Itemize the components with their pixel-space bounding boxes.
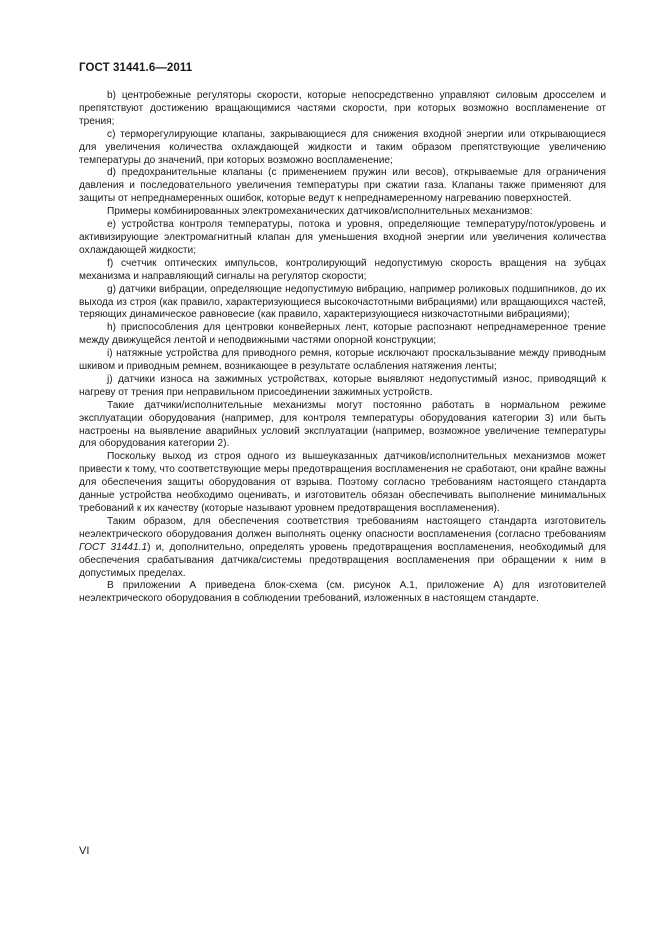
body-text [79,90,606,606]
page-number: VI [79,845,90,857]
paragraph-b: b) центробежные регуляторы скорости, которые непосредственно управляют силовым дросселем и препятствуют достижению вращающимися частями скорости, при которых возможно воспламенение от трения; [79,90,606,127]
paragraph-j: j) датчики износа на зажимных устройствах, которые выявляют недопустимый износ, приводящий к нагреву от трения при неправильном присоединении зажимных устройств. [79,373,606,398]
paragraph-c: c) терморегулирующие клапаны, закрывающиеся для снижения входной энергии или открывающиеся для увеличения количества охлаждающей жидкости и таким образом препятствующие увеличению температуры до значений, при которых возможно воспламенение; [79,128,606,166]
paragraph-assessment-text-before: Таким образом, для обеспечения соответствия требованиям настоящего стандарта изготовитель неэлектрического оборудования должен выполнять оценку опасности воспламенения (согласно требованиям [79,515,606,540]
paragraph-e: e) устройства контроля температуры, потока и уровня, определяющие температуру/поток/уровень и активизирующие электромагнитный клапан для уменьшения входной энергии или увеличения количества охлаждающей жидкости; [79,219,606,256]
paragraph-assessment [79,516,606,581]
paragraph-f: f) счетчик оптических импульсов, контролирующий недопустимую скорость вращения на зубцах механизма и направляющий сигналы на регулятор скорости; [79,257,607,282]
paragraph-appendix-reference: В приложении А приведена блок-схема (см. рисунок А.1, приложение А) для изготовителей неэлектрического оборудования в соблюдении требований, изложенных в настоящем стандарте. [79,580,606,605]
paragraph-examples-intro: Примеры комбинированных электромеханических датчиков/исполнительных механизмов: [107,206,533,218]
paragraph-i: i) натяжные устройства для приводного ремня, которые исключают проскальзывание между приводным шкивом и приводным ремнем, возникающее в результате ослабления натяжения ленты; [79,348,606,373]
paragraph-g: g) датчики вибрации, определяющие недопустимую вибрацию, например роликовых подшипников, до их выхода из строя (как правило, характеризующиеся высокочастотными вибрациями) или вращающихся частей, теряющих динамическое равновесие (как правило, характеризующиеся низкочастотными вибрациями); [79,283,606,321]
paragraph-sensors-operation: Такие датчики/исполнительные механизмы могут постоянно работать в нормальном режиме эксплуатации оборудования (например, для контроля температуры оборудования категории 3) или быть настроены на выявление аварийных условий эксплуатации (например, возможное увеличение температуры для оборудования категории 2). [79,399,606,450]
paragraph-assessment-text-after: ) и, дополнительно, определять уровень предотвращения воспламенения, необходимый для обеспечения срабатывания датчика/системы предотвращения воспламенения при обращении к ним в допустимых пределах. [79,541,607,579]
paragraph-failure-consequences: Поскольку выход из строя одного из вышеуказанных датчиков/исполнительных механизмов может привести к тому, что соответствующие меры предотвращения воспламенения не сработают, они крайне важны для обеспечения защиты оборудования от взрыва. Поэтому согласно требованиям настоящего стандарта данные устройства необходимо оценивать, и изготовитель обязан обеспечивать выполнение минимальных требований к их качеству (которые называют уровнем предотвращения воспламенения). [79,451,606,514]
paragraph-d: d) предохранительные клапаны (с применением пружин или весов), открываемые для ограничения давления и последовательного увеличения температуры при сжатии газа. Клапаны также применяют для защиты от непреднамеренных ошибок, которые ведут к непреднамеренному нагреванию поверхностей. [79,167,606,205]
page-header-standard-title: ГОСТ 31441.6—2011 [79,62,193,74]
paragraph-h: h) приспособления для центровки конвейерных лент, которые распознают непреднамеренное трение между движущейся лентой и неподвижными частями опорной конструкции; [79,322,606,347]
standard-reference: ГОСТ 31441.1 [79,541,148,553]
